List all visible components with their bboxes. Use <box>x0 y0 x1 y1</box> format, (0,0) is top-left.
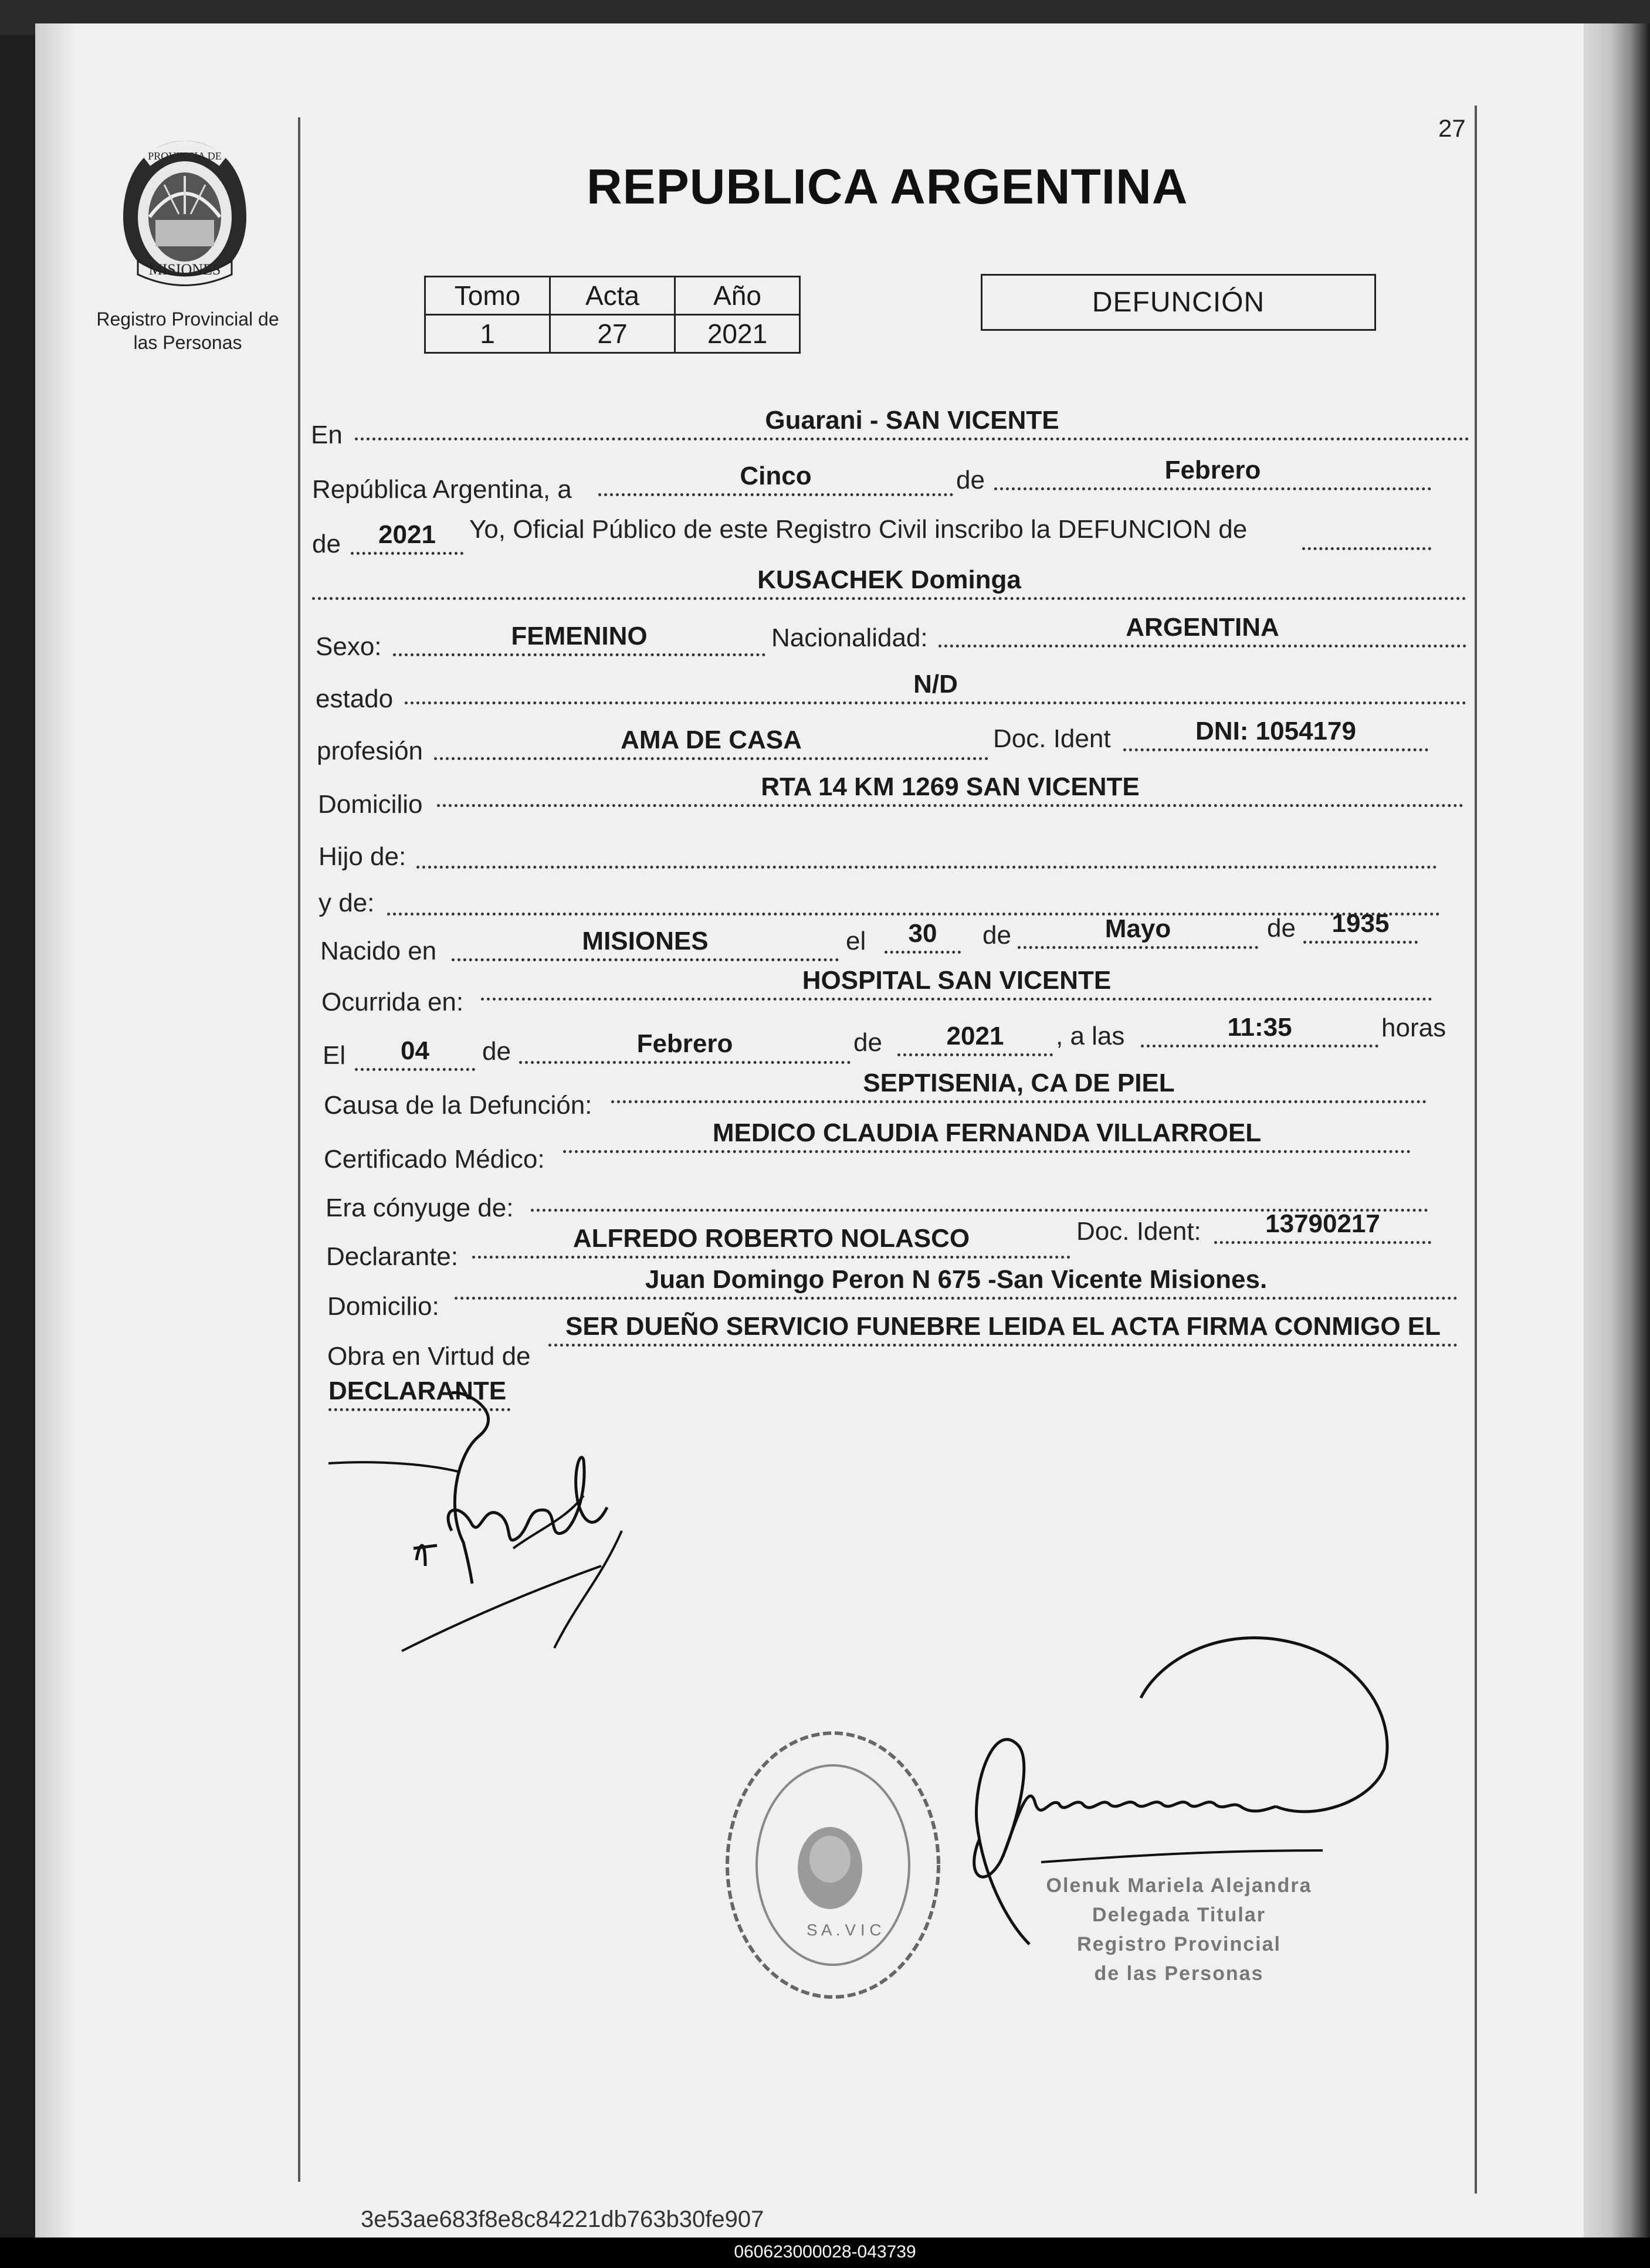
certificado-label: Certificado Médico: <box>324 1145 545 1174</box>
document-hash: 3e53ae683f8e8c84221db763b30fe907 <box>361 2206 764 2232</box>
doc2-label: Doc. Ident: <box>1076 1217 1201 1246</box>
left-margin-line <box>298 117 300 2182</box>
nac-de-label-1: de <box>982 921 1011 950</box>
declarant-signature <box>326 1390 654 1666</box>
page-stack-edge <box>1584 23 1650 2240</box>
footer-bar <box>0 2238 1650 2268</box>
nacido-value: MISIONES <box>452 928 839 961</box>
domicilio-label: Domicilio <box>318 790 423 819</box>
doc-value: DNI: 1054179 <box>1123 718 1428 751</box>
ocurrida-value: HOSPITAL SAN VICENTE <box>481 968 1432 1001</box>
oficial-text: Yo, Oficial Público de este Registro Civil inscribo la DEFUNCION de <box>469 515 1248 544</box>
document-title: REPUBLICA ARGENTINA <box>587 159 1188 214</box>
def-anio-value: 2021 <box>897 1023 1053 1056</box>
profesion-value: AMA DE CASA <box>434 727 988 760</box>
record-meta-table <box>424 276 801 354</box>
nacido-label: Nacido en <box>320 937 437 965</box>
def-de-label-1: de <box>482 1037 511 1066</box>
conyuge-label: Era cónyuge de: <box>326 1194 514 1222</box>
obra-value-2: DECLARANTE <box>328 1378 510 1411</box>
obra-value-1: SER DUEÑO SERVICIO FUNEBRE LEIDA EL ACTA FIRMA CONMIGO EL <box>548 1314 1458 1347</box>
hora-value: 11:35 <box>1141 1015 1378 1047</box>
estado-value: N/D <box>405 672 1466 704</box>
page-binding-shade <box>35 23 76 2252</box>
record-type-box: DEFUNCIÓN <box>981 274 1376 331</box>
meta-header-tomo: Tomo <box>425 277 550 315</box>
hijo-label: Hijo de: <box>319 842 406 871</box>
horas-label: horas <box>1381 1013 1446 1042</box>
def-el-label: El <box>323 1041 346 1070</box>
anio-value: 2021 <box>351 522 463 555</box>
meta-value-anio: 2021 <box>675 315 800 353</box>
svg-text:PROVINCIA DE: PROVINCIA DE <box>148 150 222 162</box>
en-value: Guarani - SAN VICENTE <box>355 408 1469 440</box>
domicilio-value: RTA 14 KM 1269 SAN VICENTE <box>437 774 1463 807</box>
official-stamp-text: Olenuk Mariela Alejandra Delegada Titular Registro Provincial de las Personas <box>1046 1874 1312 1985</box>
nacionalidad-label: Nacionalidad: <box>771 623 928 652</box>
yde-value <box>387 883 1440 916</box>
certificado-value: MEDICO CLAUDIA FERNANDA VILLARROEL <box>563 1120 1411 1153</box>
def-de-label-2: de <box>853 1028 882 1057</box>
estado-label: estado <box>316 684 394 713</box>
nac-mes-value: Mayo <box>1018 916 1258 949</box>
de-label-1: de <box>956 466 985 494</box>
misiones-seal-icon <box>114 135 255 290</box>
meta-header-anio: Año <box>675 277 800 315</box>
obra-label: Obra en Virtud de <box>327 1342 531 1371</box>
right-margin-line <box>1475 106 1477 2194</box>
meta-value-tomo: 1 <box>425 315 550 353</box>
registry-caption: Registro Provincial de las Personas <box>96 308 279 353</box>
nac-anio-value: 1935 <box>1303 911 1418 944</box>
republica-label: República Argentina, a <box>312 475 572 504</box>
def-mes-value: Febrero <box>519 1031 851 1064</box>
yde-label: y de: <box>319 889 375 917</box>
nac-de-label-2: de <box>1267 914 1296 943</box>
causa-value: SEPTISENIA, CA DE PIEL <box>611 1070 1427 1103</box>
page-number: 27 <box>1438 114 1466 142</box>
en-label: En <box>311 421 343 449</box>
nombre-value: KUSACHEK Dominga <box>312 567 1466 600</box>
domicilio2-value: Juan Domingo Peron N 675 -San Vicente Misiones. <box>455 1267 1458 1300</box>
domicilio2-label: Domicilio: <box>327 1292 439 1321</box>
declarante-value: ALFREDO ROBERTO NOLASCO <box>472 1226 1070 1259</box>
dia-value: Cinco <box>598 463 953 496</box>
sexo-value: FEMENINO <box>393 623 765 656</box>
causa-label: Causa de la Defunción: <box>324 1091 592 1120</box>
svg-text:MISIONES: MISIONES <box>148 261 221 278</box>
def-dia-value: 04 <box>355 1038 475 1071</box>
hijo-value <box>416 836 1437 869</box>
ocurrida-label: Ocurrida en: <box>321 988 464 1016</box>
de-label-2: de <box>312 530 341 558</box>
footer-id: 060623000028-043739 <box>734 2242 916 2262</box>
sexo-label: Sexo: <box>316 632 382 661</box>
doc-label: Doc. Ident <box>993 724 1111 753</box>
nacionalidad-value: ARGENTINA <box>938 615 1466 647</box>
alas-label: , a las <box>1056 1022 1125 1050</box>
svg-text:S A . V I C: S A . V I C <box>807 1921 882 1939</box>
nac-el-label: el <box>846 927 866 955</box>
meta-header-acta: Acta <box>550 277 675 315</box>
nac-dia-value: 30 <box>885 921 961 954</box>
conyuge-value <box>531 1179 1428 1212</box>
meta-value-acta: 27 <box>550 315 675 353</box>
declarante-label: Declarante: <box>326 1242 459 1271</box>
mes-value: Febrero <box>994 457 1431 490</box>
profesion-label: profesión <box>317 737 423 765</box>
oficial-trailing-blank <box>1302 517 1431 550</box>
doc2-value: 13790217 <box>1214 1211 1431 1244</box>
registry-round-stamp <box>719 1724 947 2006</box>
